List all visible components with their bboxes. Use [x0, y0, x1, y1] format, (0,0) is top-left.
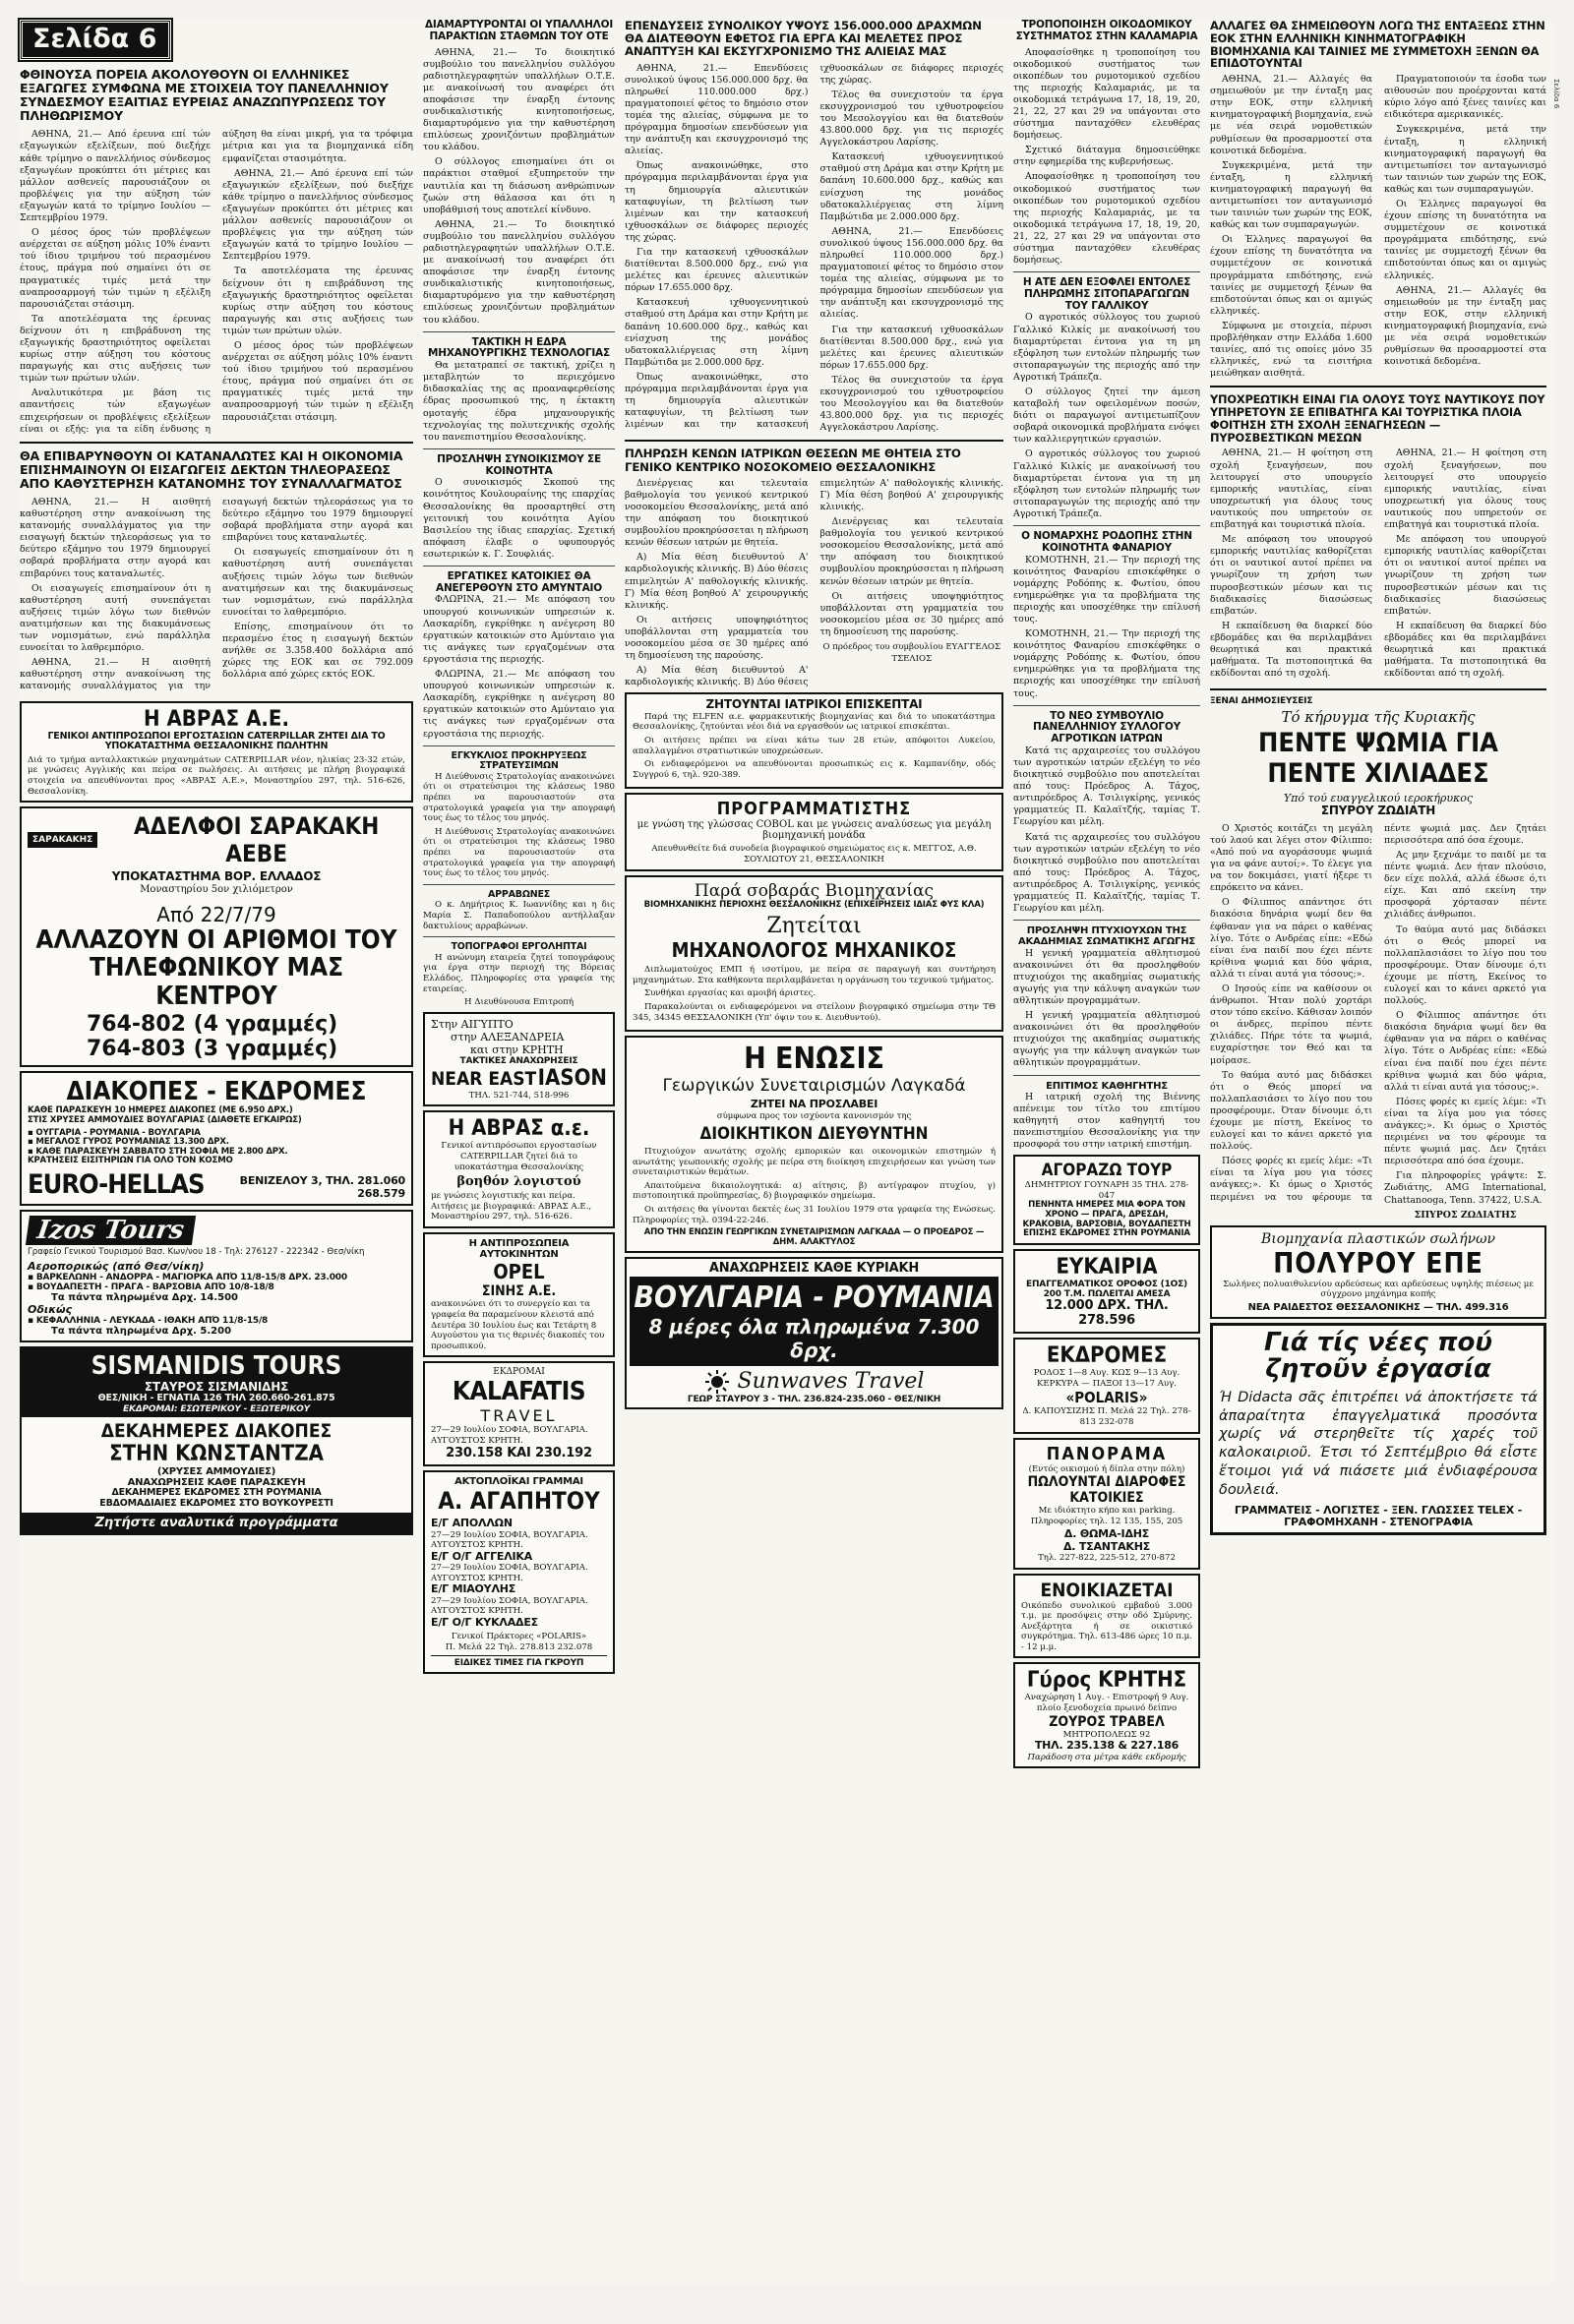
paragraph: Διενέργειας και τελευταία βαθμολογία του γενικού κεντρικού νοσοκομείου Θεσσαλονίκης, μετά από την απόφαση του διοικητικού συμβουλίου προκηρύσσεται η πλήρωση κενών θέσεων ιατρών με θητεία.	[625, 477, 809, 549]
paragraph: Πραγματοποιούν τα έσοδα των αιθουσών που προέρχονται κατά κύριο λόγο από ξένες ταινίες και ειδικότερα αμερικανικές.	[1384, 74, 1546, 121]
paragraph: Όπως ανακοινώθηκε, στο πρόγραμμα περιλαμβάνονται έργα για τη δημιουργία αλιευτικών καταφυγίων, τη βελτίωση των λιμένων και την κατασκευή ιχθυοσκάλων σε διάφορες περιοχές της χώρας.	[625, 62, 1003, 431]
signature: ΣΠΥΡΟΣ ΖΩΔΙΑΤΗΣ	[1414, 1209, 1517, 1221]
paragraph: Ο αγροτικός σύλλογος του χωριού Γαλλικό Κιλκίς με ανακοίνωσή του διαμαρτύρεται έντονα για τη μη εξόφληση των εντολών πληρωμής των σιτοπαραγωγών της περιοχής από την Αγροτική Τράπεζα.	[1013, 312, 1200, 383]
ad-abras-2	[423, 1110, 615, 1228]
paragraph: Για την κατασκευή ιχθυοσκάλων διατίθενται 8.500.000 δρχ., ενώ για μελέτες και έρευνες αλιευτικών πόρων 17.655.000 δρχ.	[819, 324, 1003, 371]
ad-body: με γνώση της γλώσσας COBOL και με γνώσεις αναλύσεως για μεγάλη βιομηχανική μονάδα	[636, 819, 992, 842]
ad-body: Διά το τμήμα ανταλλακτικών μηχανημάτων CATERPILLAR νέον, ηλικίας 23-32 ετών, με γνώσεις Αγγλικής και πείρα σε πωλήσεις. Αι αιτήσεις με πλήρη βιογραφικά στοιχεία να απευθύνονται προς «ΑΒΡΑΣ Α.Ε.», Μοναστηρίου 297, τηλ. 516-626, Θεσσαλονίκη.	[28, 754, 405, 797]
ad-panorama	[1013, 1438, 1200, 1570]
ad-body: Με ιδιόκτητο κήπο και parking. Πληροφορίες τηλ. 12 135, 155, 205	[1030, 1506, 1183, 1526]
paragraph: Η εκπαίδευση θα διαρκεί δύο εβδομάδες και θα περιλαμβάνει θεωρητικά και πρακτικά μαθήματα. Τα πιστοποιητικά θα εκδίδονται από τη σχολή.	[1384, 620, 1546, 680]
ad-line: ΚΑΘΕ ΠΑΡΑΣΚΕΥΗ 10 ΗΜΕΡΕΣ ΔΙΑΚΟΠΕΣ (ΜΕ 6.950 ΔΡΧ.)	[28, 1105, 293, 1116]
ship-name: Ε/Γ Ο/Γ ΚΥΚΛΑΔΕΣ	[431, 1615, 538, 1629]
ad-address: Δ. ΚΑΠΟΥΣΙΖΗΣ Π. Μελά 22 Τηλ. 278-813 232-078	[1022, 1406, 1191, 1427]
sarakakis-logo: ΣΑΡΑΚΑΚΗΣ	[28, 832, 97, 848]
phone-number: 230.158 ΚΑΙ 230.192	[446, 1445, 592, 1460]
paragraph: Το θαύμα αυτό μας διδάσκει ότι ο Θεός μπορεί να πολλαπλασιάσει το λίγο που του προσφέρουμε. Όταν δίνουμε ό,τι έχουμε με πίστη, Εκείνος το ευλογεί και το κάνει αρκετό για πολλούς.	[1210, 1069, 1372, 1153]
ad-line: ΖΗΤΕΙ ΝΑ ΠΡΟΣΛΑΒΕΙ	[750, 1098, 878, 1111]
paragraph: Θα μετατραπεί σε τακτική, χρίζει η μεταβλητών το περιεχόμενο διδασκαλίας της ας προαναφερθείσης έδρας προσωπικού της, η έκτακτη ομοταγής έδρα μηχανουργικής τεχνολογίας της πολυτεχνικής σχολής του πανεπιστημίου Θεσσαλονίκης.	[423, 360, 615, 443]
ad-title: ΠΑΝΟΡΑΜΑ	[1046, 1443, 1168, 1464]
article-kicker: Τό κήρυγμα τῆς Κυριακῆς	[1281, 708, 1476, 727]
paragraph: ΑΘΗΝΑ, 21.— Από έρευνα επί τών εξαγωγικών εξελίξεων, πού διεξήχε κάθε τρίμηνο ο πανελλήνιος σύνδεσμος εξαγωγέων προκύπτει ότι μέτριες και μάλλον ασθενείς παρουσιάζουν οι προβλέψεις για την αύξηση τών εξαγωγών κατά το τρίμηνο Ιουλίου — Σεπτεμβρίου 1979.	[222, 167, 413, 263]
article-body	[1210, 74, 1546, 380]
article-body	[423, 360, 615, 444]
ad-address: ΝΕΑ ΡΑΙΔΕΣΤΟΣ ΘΕΣΣΑΛΟΝΙΚΗΣ — ΤΗΛ. 499.316	[1247, 1301, 1509, 1313]
article-body	[423, 953, 615, 994]
paragraph: Οι αιτήσεις υποψηφιότητος υποβάλλονται στη γραμματεία του νοσοκομείου μέσα σε 30 ημέρες από τη δημοσίευση της παρούσης.	[625, 614, 809, 662]
paragraph: Τα αποτελέσματα της έρευνας δείχνουν ότι η επιβράδυνση της εξαγωγικής δραστηριότητος οφείλεται κυρίως στην αύξηση του κόστους παραγωγής και στις αυξήσεις των τιμών των πρώτων υλών.	[20, 313, 211, 385]
paragraph: Αποφασίσθηκε η τροποποίηση του οικοδομικού συστήματος των οικοπέδων του ρυμοτομικού σχεδίου της περιοχής Καλαμαριάς, με τα οικοδομικά τετράγωνα 17, 18, 19, 20, 21, 22, 27 και 29 να υπάγονται στο σύστημα πανταχόθεν ελευθέρας δομήσεως.	[1013, 46, 1200, 142]
ad-subtitle: ΑΝΑΧΩΡΗΣΕΙΣ ΚΑΘΕ ΚΥΡΙΑΚΗ	[708, 1261, 920, 1277]
ad-headline: ΑΛΛΑΖΟΥΝ ΟΙ ΑΡΙΘΜΟΙ ΤΟΥ ΤΗΛΕΦΩΝΙΚΟΥ ΜΑΣ ΚΕΝΤΡΟΥ	[35, 924, 397, 1011]
ad-footer: Ζητήστε αναλυτικά προγράμματα	[22, 1513, 411, 1533]
ad-title: ΔΙΑΚΟΠΕΣ - ΕΚΔΡΟΜΕΣ	[66, 1077, 367, 1107]
paragraph: Η γενική γραμματεία αθλητισμού ανακοινώνει ότι θα προσληφθούν πτυχιούχοι της ακαδημίας σωματικής αγωγής για την κάλυψη αναγκών των αθλητικών προγραμμάτων.	[1013, 1010, 1200, 1069]
ad-line: ▪ ΟΥΓΓΑΡΙΑ - ΡΟΥΜΑΝΙΑ - ΒΟΥΛΓΑΡΙΑ	[28, 1127, 201, 1138]
paragraph: Οι ενδιαφερόμενοι να απευθύνονται προσωπικώς εις κ. Καμπανίδην, οδός Συγγρού 6, τηλ. 920-389.	[633, 759, 996, 780]
sun-icon	[704, 1369, 730, 1395]
ad-brand: NEAR EAST	[431, 1067, 537, 1090]
ad-title: ΣΙΝΗΣ Α.Ε.	[481, 1283, 557, 1300]
paragraph: Με απόφαση του υπουργού εμπορικής ναυτιλίας καθορίζεται ότι οι ναυτικοί αυτοί πρέπει να γνωρίζουν τη χρήση των πυροσβεστικών μέσων και τις διαδικασίες διασώσεως επιβατών.	[1210, 534, 1372, 617]
paragraph: ΚΟΜΟΤΗΝΗ, 21.— Την περιοχή της κοινότητος Φαναρίου επισκέφθηκε ο νομάρχης Ροδόπης κ. Φωτίου, όπου ενημερώθηκε για τα προβλήματα της περιοχής και υποσχέθηκε την επίλυσή τους.	[1013, 554, 1200, 625]
ad-section: Αεροπορικώς (από Θεσ/νίκη)	[28, 1259, 205, 1273]
article-title: ΥΠΟΧΡΕΩΤΙΚΗ ΕΙΝΑΙ ΓΙΑ ΟΛΟΥΣ ΤΟΥΣ ΝΑΥΤΙΚΟΥΣ ΠΟΥ ΥΠΗΡΕΤΟΥΝ ΣΕ ΕΠΙΒΑΤΗΓΑ ΚΑΙ ΤΟΥΡΙΣΤΙΚΑ ΠΛΟΙΑ ΦΟΙΤΗΣΗ ΣΤΗ ΣΧΟΛΗ ΞΕΝΑΓΗΣΕΩΝ — ΠΥΡΟΣΒΕΣΤΙΚΩΝ ΜΕΣΩΝ	[1210, 392, 1545, 445]
ad-price: 12.000 ΔΡΧ. ΤΗΛ. 278.596	[1045, 1298, 1169, 1328]
paragraph: Κατασκευή ιχθυογεννητικού σταθμού στη Δράμα και στην Κρήτη με δαπάνη 10.600.000 δρχ., καθώς και ενίσχυση της μονάδος υδατοκαλλιέργειας στη λίμνη Παμβώτιδα με 2.000.000 δρχ.	[625, 297, 809, 368]
article-body	[1013, 47, 1200, 268]
ad-footer: Παράδοση στα μέτρα κάθε εκδρομής	[1027, 1752, 1186, 1762]
paragraph: ΑΘΗΝΑ, 21.— Επενδύσεις συνολικού ύψους 156.000.000 δρχ. θα πληρωθεί 110.000.000 δρχ.) πραγματοποιεί φέτος το δημόσιο στον τομέα της αλιείας, σύμφωνα με το πρόγραμμα δημοσίων επενδύσεων για την ανάπτυξη και εκσυγχρονισμό της αλιείας.	[625, 62, 809, 157]
ad-agapitou	[423, 1470, 615, 1674]
ad-body: Αναχώρηση 1 Αυγ. - Επιστροφή 9 Αυγ. πλοίο ξενοδοχεία πρωινό δείπνο	[1024, 1693, 1189, 1714]
ad-ekdromes-polaris	[1013, 1338, 1200, 1433]
column-4	[1013, 20, 1200, 1772]
ad-near-east	[423, 1012, 615, 1107]
page-label: Σελίδα 6	[20, 20, 171, 60]
paragraph: Για πληροφορίες γράψτε: Σ. Ζωδιάτης, ΑΜG International, Chattanooga, Tenn. 37422, U.S.A.	[1384, 1170, 1546, 1206]
ad-brand: Sunwaves Travel	[737, 1369, 925, 1395]
paragraph: ΦΛΩΡΙΝΑ, 21.— Με απόφαση του υπουργού κοινωνικών υπηρεσιών κ. Λασκαρίδη, εγκρίθηκε η ανέγερση 80 εργατικών κατοικιών στο Αμύνταιο για τις ανάγκες των εργαζομένων στα εργοστάσια της περιοχής.	[423, 594, 615, 665]
ad-title: Γύρος ΚΡΗΤΗΣ	[1026, 1668, 1187, 1694]
ad-title: ΖΗΤΟΥΝΤΑΙ ΙΑΤΡΙΚΟΙ ΕΠΙΣΚΕΠΤΑΙ	[705, 697, 923, 712]
signature: Η Διευθύνουσα Επιτροπή	[464, 997, 574, 1008]
article-body	[423, 772, 615, 879]
paragraph: Τέλος θα συνεχιστούν τα έργα εκσυγχρονισμού του ιχθυοτροφείου του Μεσολογγίου και θα διατεθούν 43.800.000 δρχ. για τις περιοχές Αγγελοκάστρου Λαρίσης.	[819, 89, 1003, 149]
paragraph: Συγκεκριμένα, μετά την ένταξη, η ελληνική κινηματογραφική παραγωγή θα αντιμετωπίσει τον ανταγωνισμό των ταινιών των χωρών της ΕΟΚ, καθώς και των συμπαραγωγών.	[1210, 159, 1372, 231]
paragraph: Α) Μία θέση διευθυντού Α' καρδιολογικής κλινικής. Β) Δύο θέσεις επιμελητών Α' παθολογικής κλινικής. Γ) Μία θέση βοηθού Α' χειρουργικής κλινικής.	[625, 552, 809, 611]
ad-subtitle: ΣΤΑΥΡΟΣ ΣΙΣΜΑΝΙΔΗΣ	[144, 1379, 289, 1394]
ad-body: 27—29 Ιουλίου ΣΟΦΙΑ, ΒΟΥΛΓΑΡΙΑ. ΑΥΓΟΥΣΤΟΣ ΚΡΗΤΗ.	[431, 1529, 588, 1551]
article-body	[20, 497, 413, 693]
ad-line: ΔΕΚΑΗΜΕΡΕΣ ΕΚΔΡΟΜΕΣ ΣΤΗ ΡΟΥΜΑΝΙΑ	[111, 1487, 322, 1499]
paragraph: Συνθήκαι εργασίας και αμοιβή άριστες.	[644, 988, 817, 999]
article-title: ΑΡΡΑΒΩΝΕΣ	[487, 888, 551, 900]
paragraph: ΑΘΗΝΑ, 21.— Η αισθητή καθυστέρηση στην ανακοίνωση της κατανομής συναλλάγματος για την εισαγωγή δεκτών τηλεοράσεως για το δεύτερο εξάμηνο του 1979 δημιουργεί σοβαρά προβλήματα στην αγορά και επιβαρύνει τους καταναλωτές.	[20, 497, 413, 692]
signature: Ο πρόεδρος του συμβουλίου ΕΥΑΓΓΕΛΟΣ ΤΣΕΛΙΟΣ	[822, 642, 1001, 665]
paragraph: Παρά της ELFEN α.ε. φαρμακευτικής βιομηχανίας και διά το υποκατάστημα Θεσσαλονίκης, ζητούνται νέοι διά να εργασθούν ως ιατρικοί επισκέπται.	[633, 711, 996, 733]
ad-title: Η ΑΒΡΑΣ α.ε.	[448, 1116, 590, 1142]
ad-line: ΤΑΚΤΙΚΕΣ ΑΝΑΧΩΡΗΣΕΙΣ	[459, 1055, 578, 1066]
paragraph: Ο σύλλογος ζητεί την άμεση καταβολή των οφειλομένων ποσών, διότι οι παραγωγοί αντιμετωπίζουν σοβαρά οικονομικά προβλήματα ενόψει των καλλιεργητικών εργασιών.	[1013, 387, 1200, 446]
phone-number: 268.579	[357, 1186, 405, 1200]
ad-body: Ή Didacta σᾶς ἐπιτρέπει νά ἀποκτήσετε τά ἀπαραίτητα ἐπαγγελματικά προσόντα χωρίς νά στερηθεῖτε τίς χαρές τοῦ καλοκαιριοῦ. Έτσι τό Σεπτέμβριο θά εἶστε ἕτοιμοι γιά νά πιάσετε μιά ἐνδιαφέρουσα δουλειά.	[1219, 1389, 1538, 1498]
ad-headline: ΔΕΚΑΗΜΕΡΕΣ ΔΙΑΚΟΠΕΣ	[100, 1420, 333, 1443]
ad-didacta	[1210, 1323, 1546, 1535]
article-body	[423, 477, 615, 561]
article-body	[423, 47, 615, 327]
ad-brand: OPEL	[493, 1260, 545, 1284]
paragraph: Οι αιτήσεις υποψηφιότητος υποβάλλονται στη γραμματεία του νοσοκομείου μέσα σε 30 ημέρες από τη δημοσίευση της παρούσης.	[819, 590, 1003, 637]
ad-line: ▪ ΒΟΥΔΑΠΕΣΤΗ - ΠΡΑΓΑ - ΒΑΡΣΟΒΙΑ ΑΠΌ 10/8-18/8	[28, 1281, 274, 1292]
paragraph: Τα αποτελέσματα της έρευνας δείχνουν ότι η επιβράδυνση της εξαγωγικής δραστηριότητος οφείλεται κυρίως στην αύξηση του κόστους παραγωγής και στις αυξήσεις των τιμών των πρώτων υλών.	[222, 266, 413, 336]
ad-headline: ΒΟΥΛΓΑΡΙΑ - ΡΟΥΜΑΝΙΑ	[634, 1280, 995, 1315]
ad-line: ▪ ΚΕΦΑΛΛΗΝΙΑ - ΛΕΥΚΑΔΑ - ΙΘΑΚΗ ΑΠΌ 11/8-15/8	[28, 1315, 269, 1326]
phone-number: Τηλ. 227-822, 225-512, 270-872	[1038, 1552, 1176, 1563]
paragraph: Σύμφωνα με στοιχεία, πέρυσι προβλήθηκαν στην Ελλάδα 1.600 ταινίες, από τις οποίες μόνο 35 ελληνικές, ενώ τα εισιτήρια μειώθηκαν αισθητά.	[1210, 320, 1372, 380]
ad-brand: Δ. ΤΣΑΝΤΑΚΗΣ	[1062, 1539, 1151, 1553]
ad-title: ΠΡΟΓΡΑΜΜΑΤΙΣΤΗΣ	[716, 799, 912, 820]
column-5	[1210, 20, 1546, 1539]
article-body	[625, 63, 1003, 435]
ad-body: ΠΕΝΗΝΤΑ ΗΜΕΡΕΣ ΜΙΑ ΦΟΡΑ ΤΟΝ ΧΡΟΝΟ — ΠΡΑΓΑ, ΔΡΕΣΔΗ, ΚΡΑΚΟΒΙΑ, ΒΑΡΣΟΒΙΑ, ΒΟΥΔΑΠΕΣΤΗ	[1022, 1200, 1191, 1229]
ad-subtitle: Γεωργικών Συνεταιρισμών Λαγκαδά	[662, 1076, 966, 1097]
article-title: ΕΓΚΥΚΛΙΟΣ ΠΡΟΚΗΡΥΞΕΩΣ ΣΤΡΑΤΕΥΣΙΜΩΝ	[451, 749, 587, 772]
article-body	[1013, 555, 1200, 700]
ad-subtitle: 8 μέρες όλα πληρωμένα 7.300 δρχ.	[648, 1314, 980, 1362]
phone-number: 764-802 (4 γραμμές)	[87, 1012, 338, 1038]
article-body	[1210, 447, 1546, 683]
paragraph: Κατά τις αρχαιρεσίες του συλλόγου των αγροτικών ιατρών εξελέγη το νέο διοικητικό συμβούλιο που αποτελείται από τους: Πρόεδρος Α. Τάχος, αντιπρόεδρος Α. Τσιλιγκίρης, γενικός γραμματεύς Π. Καλαϊτζής, ταμίας Τ. Γεωργίου και μέλη.	[1013, 745, 1200, 828]
izos-logo: Izos Tours	[26, 1216, 196, 1245]
ad-body: 27—29 Ιουλίου ΣΟΦΙΑ, ΒΟΥΛΓΑΡΙΑ. ΑΥΓΟΥΣΤΟΣ ΚΡΗΤΗ.	[431, 1563, 588, 1583]
ad-headline: ΣΤΗΝ ΚΩΝΣΤΑΝΤΖΑ	[109, 1442, 324, 1467]
article-title: ΑΛΛΑΓΕΣ ΘΑ ΣΗΜΕΙΩΘΟΥΝ ΛΟΓΩ ΤΗΣ ΕΝΤΑΞΕΩΣ ΣΤΗΝ ΕΟΚ ΣΤΗΝ ΕΛΛΗΝΙΚΗ ΚΙΝΗΜΑΤΟΓΡΑΦΙΚΗ ΒΙΟΜΗΧΑΝΙΑ ΚΑΙ ΤΑΙΝΙΕΣ ΜΕ ΣΥΜΜΕΤΟΧΗ ΞΕΝΩΝ ΘΑ ΕΠΙΔΟΤΟΥΝΤΑΙ	[1210, 19, 1545, 71]
paragraph: Η ιατρική σχολή της Βιέννης απένειμε τον τίτλο του επιτίμου καθηγητή στον καθηγητή του πανεπιστημίου Θεσσαλονίκης για την προσφορά του στην ιατρική επιστήμη.	[1013, 1091, 1200, 1151]
ad-body: με γνώσεις λογιστικής και πείρα. Αιτήσεις με βιογραφικά: ΑΒΡΑΣ Α.Ε., Μοναστηρίου 297, τηλ. 516-626.	[431, 1191, 592, 1222]
paragraph: Διενέργειας και τελευταία βαθμολογία του γενικού κεντρικού νοσοκομείου Θεσσαλονίκης, μετά από την απόφαση του διοικητικού συμβουλίου προκηρύσσεται η πλήρωση κενών θέσεων ιατρών με θητεία.	[819, 516, 1003, 587]
paragraph: Πτυχιούχον ανωτάτης σχολής εμπορικών και οικονομικών επιστημών ή ανωτάτης γεωπονικής σχολής με πείρα στη διοίκηση επιχειρήσεων και γνώση των συνεταιριστικών θεμάτων.	[633, 1147, 996, 1178]
ad-title: ΕΝΟΙΚΙΑΖΕΤΑΙ	[1040, 1579, 1174, 1601]
ad-address: ΔΗΜΗΤΡΙΟΥ ΓΟΥΝΑΡΗ 35 ΤΗΛ. 278-047	[1024, 1180, 1189, 1201]
newspaper-page	[20, 19, 1560, 2285]
ad-address: Π. Μελά 22 Τηλ. 278.813 232.078	[445, 1641, 593, 1652]
column-1	[20, 20, 413, 1539]
paragraph: Κατά τις αρχαιρεσίες του συλλόγου των αγροτικών ιατρών εξελέγη το νέο διοικητικό συμβούλιο που αποτελείται από τους: Πρόεδρος Α. Τάχος, αντιπρόεδρος Α. Τσιλιγκίρης, γενικός γραμματεύς Π. Καλαϊτζής, ταμίας Τ. Γεωργίου και μέλη.	[1013, 831, 1200, 915]
ad-body: 27—29 Ιουλίου ΣΟΦΙΑ, ΒΟΥΛΓΑΡΙΑ. ΑΥΓΟΥΣΤΟΣ ΚΡΗΤΗ.	[431, 1595, 588, 1617]
ad-line: (ΧΡΥΣΕΣ ΑΜΜΟΥΔΙΕΣ)	[156, 1466, 276, 1478]
ad-body: 27—29 Ιουλίου ΣΟΦΙΑ, ΒΟΥΛΓΑΡΙΑ. ΑΥΓΟΥΣΤΟΣ ΚΡΗΤΗ.	[431, 1425, 588, 1446]
ad-headline: Γιά τίς νέες πού ζητοῦν ἐργασία	[1264, 1328, 1492, 1385]
paragraph: Κατασκευή ιχθυογεννητικού σταθμού στη Δράμα και στην Κρήτη με δαπάνη 10.600.000 δρχ., καθώς και ενίσχυση της μονάδος υδατοκαλλιέργειας στη λίμνη Παμβώτιδα με 2.000.000 δρχ.	[819, 151, 1003, 222]
paragraph: ΑΘΗΝΑ, 21.— Το διοικητικό συμβούλιο του πανελληνίου συλλόγου ραδιοτηλεγραφητών υπαλλήλων Ο.Τ.Ε. με ανακοίνωσή του αναφέρει ότι αποφάσισε την έναρξη έντονης συνδικαλιστικής κινητοποιήσεως, διαμαρτυρόμενο για την καθυστέρηση επιλύσεως χρονιζόντων προβλημάτων του κλάδου.	[423, 46, 615, 153]
paragraph: Όπως ανακοινώθηκε, στο πρόγραμμα περιλαμβάνονται έργα για τη δημιουργία αλιευτικών καταφυγίων, τη βελτίωση των λιμένων και την κατασκευή ιχθυοσκάλων σε διάφορες περιοχές της χώρας.	[625, 160, 809, 243]
ad-diakopes	[20, 1071, 413, 1206]
ad-title: ΑΓΟΡΑΖΩ ΤΟΥΡ	[1041, 1161, 1173, 1181]
ad-body: Οικόπεδο συνολικού εμβαδού 3.000 τ.μ. με προσόψεις στην οδό Σμύρνης. Ανεξάρτητα ή σε οικιστικό συγκρότημα. Τηλ. 613-486 ώρες 10 π.μ. - 12 μ.μ.	[1021, 1600, 1192, 1652]
paragraph: Ο σύλλογος επισημαίνει ότι οι παράκτιοι σταθμοί εξυπηρετούν την ναυτιλία και τη διάσωση ανθρώπινων ζωών στη θάλασσα και ότι η υποβάθμισή τους αποτελεί κίνδυνο.	[423, 156, 615, 215]
article-title: ΕΠΕΝΔΥΣΕΙΣ ΣΥΝΟΛΙΚΟΥ ΥΨΟΥΣ 156.000.000 ΔΡΑΧΜΩΝ ΘΑ ΔΙΑΤΕΘΟΥΝ ΕΦΕΤΟΣ ΓΙΑ ΕΡΓΑ ΚΑΙ ΜΕΛΕΤΕΣ ΠΡΟΣ ΑΝΑΠΤΥΞΗ ΚΑΙ ΕΚΣΥΓΧΡΟΝΙΣΜΟ ΤΗΣ ΑΛΙΕΙΑΣ ΜΑΣ	[625, 19, 982, 59]
ad-eukairia	[1013, 1249, 1200, 1334]
paragraph: Αποφασίσθηκε η τροποποίηση του οικοδομικού συστήματος των οικοπέδων του ρυμοτομικού σχεδίου της περιοχής Καλαμαριάς, με τα οικοδομικά τετράγωνα 17, 18, 19, 20, 21, 22, 27 και 29 να υπάγονται στο σύστημα πανταχόθεν ελευθέρας δομήσεως.	[1013, 171, 1200, 267]
byline: Υπό τού ευαγγελικού ιεροκήρυκος	[1283, 792, 1474, 805]
ad-subtitle: TRAVEL	[480, 1406, 558, 1426]
paragraph: Οι Έλληνες παραγωγοί θα έχουν επίσης τη δυνατότητα να συμμετέχουν σε κοινοτικά προγράμματα επιδότησης, ενώ ταινίες με συμμετοχή ξένων θα επιδοτούνται όπως και οι αμιγώς ελληνικές.	[1384, 199, 1546, 281]
ad-body: Απευθυνθείτε διά συνοδεία βιογραφικού σημειώματος εις κ. ΜΕΓΓΟΣ, Α.Θ. ΣΟΥΛΙΩΤΟΥ 21, ΘΕΣΣΑΛΟΝΙΚΗ	[651, 844, 977, 865]
ad-enosis-lagada	[625, 1036, 1003, 1253]
paragraph: Ο συνοικισμός Σκοπού της κοινότητος Κουλουραίνης της επαρχίας Θεσσαλονίκης θα προσαρτηθεί στη γειτονική του κοινότητα Αγίου Βασιλείου της ίδιας επαρχίας. Σχετική απόφαση έλαβε ο υφυπουργός εσωτερικών κ. Γ. Σουφλιάς.	[423, 477, 615, 560]
ad-address: ΘΕΣ/ΝΙΚΗ - ΕΓΝΑΤΙΑ 126 ΤΗΛ 260.660-261.875	[97, 1393, 335, 1404]
paragraph: ΑΘΗΝΑ, 21.— Από έρευνα επί τών εξαγωγικών εξελίξεων, πού διεξήχε κάθε τρίμηνο ο πανελλήνιος σύνδεσμος εξαγωγέων προκύπτει ότι μέτριες και μάλλον ασθενείς παρουσιάζουν οι προβλέψεις για την αύξηση τών εξαγωγών κατά το τρίμηνο Ιουλίου — Σεπτεμβρίου 1979.	[20, 129, 211, 224]
paragraph: Ο αγροτικός σύλλογος του χωριού Γαλλικό Κιλκίς με ανακοίνωσή του διαμαρτύρεται έντονα για τη μη εξόφληση των εντολών πληρωμής των σιτοπαραγωγών της περιοχής από την Αγροτική Τράπεζα.	[1013, 448, 1200, 519]
phone-number: 764-803 (3 γραμμές)	[87, 1037, 338, 1062]
ad-address: ΜΗΤΡΟΠΟΛΕΩΣ 92	[1062, 1729, 1151, 1740]
section-label: ΞΕΝΑΙ ΔΗΜΟΣΙΕΥΣΕΙΣ	[1210, 696, 1313, 707]
ad-headline: ΜΗΧΑΝΟΛΟΓΟΣ ΜΗΧΑΝΙΚΟΣ	[671, 938, 957, 963]
ad-footer: ΕΙΔΙΚΕΣ ΤΙΜΕΣ ΓΙΑ ΓΚΡΟΥΠ	[431, 1655, 607, 1668]
article-title: Η ΑΤΕ ΔΕΝ ΕΞΟΦΛΕΙ ΕΝΤΟΛΕΣ ΠΛΗΡΩΜΗΣ ΣΙΤΟΠΑΡΑΓΩΓΩΝ ΤΟΥ ΓΑΛΛΙΚΟΥ	[1022, 276, 1191, 312]
paragraph: Η εκπαίδευση θα διαρκεί δύο εβδομάδες και θα περιλαμβάνει θεωρητικά και πρακτικά μαθήματα. Τα πιστοποιητικά θα εκδίδονται από τη σχολή.	[1210, 620, 1372, 680]
paragraph: Οι εισαγωγείς επισημαίνουν ότι η καθυστέρηση αυτή συνεπάγεται αυξήσεις τιμών λόγω των διεθνών ανατιμήσεων και της διακυμάνσεως των νομισμάτων, ενώ παράλληλα ευνοείται το λαθρεμπόριο.	[20, 582, 211, 654]
paragraph: Για την κατασκευή ιχθυοσκάλων διατίθενται 8.500.000 δρχ., ενώ για μελέτες και έρευνες αλιευτικών πόρων 17.655.000 δρχ.	[625, 247, 809, 294]
paragraph: ΚΟΜΟΤΗΝΗ, 21.— Την περιοχή της κοινότητος Φαναρίου επισκέφθηκε ο νομάρχης Ροδόπης κ. Φωτίου, όπου ενημερώθηκε για τα προβλήματα της περιοχής και υποσχέθηκε την επίλυσή τους.	[1013, 628, 1200, 699]
article-body	[1013, 312, 1200, 520]
article-body	[1013, 745, 1200, 915]
ad-line: σύμφωνα προς τον ισχύοντα κανονισμόν της	[716, 1110, 912, 1121]
paragraph: Ας μην ξεχνάμε το παιδί με τα πέντε ψωμιά. Δεν ήταν πλούσιο, δεν είχε πολλά, αλλά έδωσε ό,τι είχε. Και από εκείνη την προσφορά χόρτασαν πέντε χιλιάδες άνθρωποι.	[1384, 849, 1546, 921]
paragraph: Η Διεύθυνσις Στρατολογίας ανακοινώνει ότι οι στρατεύσιμοι της κλάσεως 1980 πρέπει να παρουσιαστούν στα στρατολογικά γραφεία για την απογραφή τους έως το τέλος του μηνός.	[423, 826, 615, 879]
ad-enoikiazetai	[1013, 1574, 1200, 1659]
paragraph: Ο Ιησούς είπε να καθίσουν οι άνθρωποι. Ήταν πολύ χορτάρι στον τόπο εκείνο. Κάθισαν λοιπόν οι άνδρες, περίπου πέντε χιλιάδες. Πήρε τότε τα ψωμιά, ευχαρίστησε τον Θεό και τα μοίρασε.	[1210, 983, 1372, 1066]
signature: ΑΠΟ ΤΗΝ ΕΝΩΣΙΝ ΓΕΩΡΓΙΚΩΝ ΣΥΝΕΤΑΙΡΙΣΜΩΝ ΛΑΓΚΑΔΑ — Ο ΠΡΟΕΔΡΟΣ — ΔΗΜ. ΑΛΑΚΤΥΛΟΣ	[643, 1227, 985, 1247]
paragraph: ΑΘΗΝΑ, 21.— Η φοίτηση στη σχολή ξεναγήσεων, που λειτουργεί στο υπουργείο εμπορικής ναυτιλίας, είναι υποχρεωτική για όλους τους ναυτικούς που υπηρετούν σε επιβατηγά και τουριστικά πλοία.	[1384, 447, 1546, 531]
ad-tagline: ΕΚΔΡΟΜΑΙ: ΕΣΩΤΕΡΙΚΟΥ - ΕΞΩΤΕΡΙΚΟΥ	[123, 1403, 310, 1414]
ad-sarakakis	[20, 806, 413, 1067]
article-title: ΦΘΙΝΟΥΣΑ ΠΟΡΕΙΑ ΑΚΟΛΟΥΘΟΥΝ ΟΙ ΕΛΛΗΝΙΚΕΣ ΕΞΑΓΩΓΕΣ ΣΥΜΦΩΝΑ ΜΕ ΣΤΟΙΧΕΙΑ ΤΟΥ ΠΑΝΕΛΛΗΝΙΟΥ ΣΥΝΔΕΣΜΟΥ ΕΞΑΙΤΙΑΣ ΕΥΡΕΙΑΣ ΑΝΑΖΩΠΥΡΩΣΕΩΣ ΤΟΥ ΠΛΗΘΩΡΙΣΜΟΥ	[20, 67, 389, 124]
ad-address: ΓΕΩΡ ΣΤΑΥΡΟΥ 3 - ΤΗΛ. 236.824-235.060 - ΘΕΣ/ΝΙΚΗ	[687, 1394, 941, 1404]
ad-line: και στην ΚΡΗΤΗ	[470, 1043, 564, 1056]
ad-abras	[20, 701, 413, 804]
ship-name: Ε/Γ ΑΠΟΛΛΩΝ	[431, 1517, 513, 1530]
paragraph: Η Διεύθυνσις Στρατολογίας ανακοινώνει ότι οι στρατεύσιμοι της κλάσεως 1980 πρέπει να παρουσιαστούν στα στρατολογικά γραφεία για την απογραφή τους έως το τέλος του μηνός.	[423, 771, 615, 824]
ad-agorazo-tour	[1013, 1155, 1200, 1245]
paragraph: Διπλωματούχος ΕΜΠ ή ισοτίμου, με πείρα σε παραγωγή και συντήρηση μηχανημάτων. Στα καθήκοντα περιλαμβάνεται η οργάνωση του τεχνικού τμήματος.	[633, 965, 996, 985]
margin-strip	[1552, 79, 1574, 2242]
ad-subtitle: ΒΙΟΜΗΧΑΝΙΚΗΣ ΠΕΡΙΟΧΗΣ ΘΕΣΣΑΛΟΝΙΚΗΣ (ΕΠΙΧΕΙΡΗΣΕΙΣ ΙΔΙΑΣ ΦΥΣ ΚΛΑ)	[643, 899, 985, 910]
paragraph: ΑΘΗΝΑ, 21.— Αλλαγές θα σημειωθούν με την ένταξη μας στην ΕΟΚ, στην ελληνική κινηματογραφική βιομηχανία, ενώ με νέα σειρά νομοθετικών ρυθμίσεων θα προσαρμοστεί στα κοινοτικά δεδομένα.	[1384, 284, 1546, 368]
ad-line: Γενικοί Πράκτορες «POLARIS»	[451, 1632, 587, 1642]
ad-line: ΣΤΙΣ ΧΡΥΣΕΣ ΑΜΜΟΥΔΙΕΣ ΒΟΥΛΓΑΡΙΑΣ (ΔΙΑΘΕΤΕ ΕΓΚΑΙΡΩΣ)	[28, 1114, 302, 1125]
paragraph: Σχετικό διάταγμα δημοσιεύθηκε στην εφημερίδα της κυβερνήσεως.	[1013, 145, 1200, 168]
ad-address: ΤΗΛ. 521-744, 518-996	[468, 1090, 570, 1101]
ad-line: ΑΝΑΧΩΡΗΣΕΙΣ ΚΑΘΕ ΠΑΡΑΣΚΕΥΗ	[127, 1477, 306, 1489]
article-title: ΘΑ ΕΠΙΒΑΡΥΝΘΟΥΝ ΟΙ ΚΑΤΑΝΑΛΩΤΕΣ ΚΑΙ Η ΟΙΚΟΝΟΜΙΑ ΕΠΙΣΗΜΑΙΝΟΥΝ ΟΙ ΕΙΣΑΓΩΓΕΙΣ ΔΕΚΤΩΝ ΤΗΛΕΟΡΑΣΕΩΣ ΑΠΟ ΚΑΘΥΣΤΕΡΗΣΗ ΚΑΤΑΝΟΜΗΣ ΤΟΥ ΣΥΝΑΛΛΑΓΜΑΤΟΣ	[20, 447, 403, 491]
ad-title: ΕΚΔΡΟΜΕΣ	[1046, 1343, 1168, 1369]
ad-polyrou	[1210, 1225, 1546, 1319]
ad-title: ΠΟΛΥΡΟΥ ΕΠΕ	[1273, 1246, 1483, 1280]
column-3	[625, 20, 1003, 1413]
ad-kalafatis	[423, 1361, 615, 1466]
article-title: ΠΡΟΣΛΗΨΗ ΠΤΥΧΙΟΥΧΩΝ ΤΗΣ ΑΚΑΔΗΜΙΑΣ ΣΩΜΑΤΙΚΗΣ ΑΓΩΓΗΣ	[1017, 925, 1196, 948]
article-title: ΤΟΠΟΓΡΑΦΟΙ ΕΡΓΟΛΗΠΤΑΙ	[451, 941, 587, 953]
ad-headline: βοηθόν λογιστού	[456, 1174, 581, 1190]
paragraph: ΦΛΩΡΙΝΑ, 21.— Με απόφαση του υπουργού κοινωνικών υπηρεσιών κ. Λασκαρίδη, εγκρίθηκε η ανέγερση 80 εργατικών κατοικιών στο Αμύνταιο για τις ανάγκες των εργαζομένων στα εργοστάσια της περιοχής.	[423, 669, 615, 740]
article-title: ΤΡΟΠΟΠΟΙΗΣΗ ΟΙΚΟΔΟΜΙΚΟΥ ΣΥΣΤΗΜΑΤΟΣ ΣΤΗΝ ΚΑΛΑΜΑΡΙΑ	[1015, 19, 1198, 42]
ad-title: ΕΥΚΑΙΡΙΑ	[1056, 1254, 1158, 1280]
ad-brand: Α. ΑΓΑΠΗΤΟΥ	[438, 1487, 600, 1516]
paragraph: Απαιτούμενα δικαιολογητικά: α) αίτησις, β) αντίγραφον πτυχίου, γ) πιστοποιητικά προϋπηρεσίας, δ) βιογραφικόν σημείωμα.	[633, 1180, 996, 1202]
ad-date: Από 22/7/79	[156, 902, 276, 926]
paragraph: Το θαύμα αυτό μας διδάσκει ότι ο Θεός μπορεί να πολλαπλασιάσει το λίγο που του προσφέρουμε. Όταν δίνουμε ό,τι έχουμε με πίστη, Εκείνος το ευλογεί και το κάνει αρκετό για πολλούς.	[1384, 924, 1546, 1007]
ad-body	[633, 712, 996, 781]
paragraph: ΑΘΗΝΑ, 21.— Η αισθητή καθυστέρηση στην ανακοίνωση της κατανομής συναλλάγματος για την εισαγωγή δεκτών τηλεοράσεως για το δεύτερο εξάμηνο του 1979 δημιουργεί σοβαρά προβλήματα στην αγορά και επιβαρύνει τους καταναλωτές.	[20, 497, 211, 579]
ad-subtitle: ΕΚΔΡΟΜΑΙ	[493, 1367, 545, 1378]
article-title: Ο ΝΟΜΑΡΧΗΣ ΡΟΔΟΠΗΣ ΣΤΗΝ ΚΟΙΝΟΤΗΤΑ ΦΑΝΑΡΙΟΥ	[1021, 530, 1192, 554]
ad-body: ΕΠΑΓΓΕΛΜΑΤΙΚΟΣ ΟΡΟΦΟΣ (1ΟΣ) 200 Τ.Μ. ΠΩΛΕΙΤΑΙ ΑΜΕΣΑ	[1026, 1279, 1187, 1299]
paragraph: Οι αιτήσεις θα γίνονται δεκτές έως 31 Ιουλίου 1979 στα γραφεία της Ενώσεως. Πληροφορίες τηλ. 0394-22-246.	[633, 1205, 996, 1225]
ad-section: Οδικώς	[28, 1302, 73, 1316]
article-body	[625, 478, 1003, 689]
ad-address: Μοναστηρίου 5ον χιλιόμετρον	[140, 883, 293, 895]
margin-page-label: Σελίδα 6	[1552, 79, 1560, 109]
ad-subtitle: ΑΚΤΟΠΛΟΪΚΑΙ ΓΡΑΜΜΑΙ	[454, 1476, 583, 1488]
ad-line: ΚΡΑΤΗΣΕΙΣ ΕΙΣΙΤΗΡΙΩΝ ΓΙΑ ΟΛΟ ΤΟΝ ΚΟΣΜΟ	[28, 1156, 233, 1166]
paragraph: ΑΘΗΝΑ, 21.— Η φοίτηση στη σχολή ξεναγήσεων, που λειτουργεί στο υπουργείο εμπορικής ναυτιλίας, είναι υποχρεωτική για όλους τους ναυτικούς που υπηρετούν σε επιβατηγά και τουριστικά πλοία.	[1210, 447, 1372, 531]
paragraph: Η ανώνυμη εταιρεία ζητεί τοπογράφους για έργα στην περιοχή της Βόρειας Ελλάδος. Πληροφορίες στα γραφεία της εταιρείας.	[423, 952, 615, 994]
ship-name: Ε/Γ ΜΙΑΟΥΛΗΣ	[431, 1582, 516, 1596]
ad-subtitle: ΓΕΝΙΚΟΙ ΑΝΤΙΠΡΟΣΩΠΟΙ ΕΡΓΟΣΤΑΣΙΩΝ CATERPILLAR ΖΗΤΕΙ ΔΙΑ ΤΟ ΥΠΟΚΑΤΑΣΤΗΜΑ ΘΕΣΣΑΛΟΝΙΚΗΣ ΠΩΛΗΤΗΝ	[47, 730, 386, 752]
paragraph: Η γενική γραμματεία αθλητισμού ανακοινώνει ότι θα προσληφθούν πτυχιούχοι της ακαδημίας σωματικής αγωγής για την κάλυψη αναγκών των αθλητικών προγραμμάτων.	[1013, 947, 1200, 1006]
ad-title: Η ΑΒΡΑΣ Α.Ε.	[144, 706, 289, 732]
ad-line: Τα πάντα πληρωμένα Δρχ. 5.200	[51, 1325, 232, 1337]
ad-address: ΒΕΝΙΖΕΛΟΥ 3, ΤΗΛ. 281.060	[239, 1174, 405, 1188]
ad-elfen	[625, 692, 1003, 789]
article-body	[1013, 1092, 1200, 1151]
ad-line: στην ΑΛΕΞΑΝΔΡΕΙΑ	[451, 1030, 565, 1043]
article-title: ΤΑΚΤΙΚΗ Η ΕΔΡΑ ΜΗΧΑΝΟΥΡΓΙΚΗΣ ΤΕΧΝΟΛΟΓΙΑΣ	[428, 335, 610, 360]
ad-brand: Δ. ΘΩΜΑ-ΙΔΗΣ	[1063, 1527, 1150, 1541]
column-2	[423, 20, 615, 1678]
paragraph: Α) Μία θέση διευθυντού Α' καρδιολογικής κλινικής. Β) Δύο θέσεις επιμελητών Α' παθολογικής κλινικής. Γ) Μία θέση βοηθού Α' χειρουργικής κλινικής.	[625, 477, 1003, 688]
ad-subtitle: Βιομηχανία πλαστικών σωλήνων	[1260, 1230, 1496, 1247]
article-body	[423, 594, 615, 740]
ad-line: Τα πάντα πληρωμένα Δρχ. 14.500	[51, 1291, 239, 1303]
article-title: ΕΠΙΤΙΜΟΣ ΚΑΘΗΓΗΤΗΣ	[1046, 1080, 1168, 1092]
ad-sismanidis	[20, 1346, 413, 1535]
article-body	[1210, 823, 1546, 1222]
ad-subtitle: Παρά σοβαράς Βιομηχανίας	[694, 880, 935, 901]
ad-body	[633, 1147, 996, 1225]
paragraph: ΑΘΗΝΑ, 21.— Αλλαγές θα σημειωθούν με την ένταξη μας στην ΕΟΚ, στην ελληνική κινηματογραφική βιομηχανία, ενώ με νέα σειρά νομοθετικών ρυθμίσεων θα προσαρμοστεί στα κοινοτικά δεδομένα.	[1210, 74, 1372, 156]
ad-mechanical-engineer	[625, 875, 1003, 1033]
ad-title: SISMANIDIS TOURS	[91, 1350, 342, 1381]
ad-body: Σωλήνες πολυαιθυλενίου αρδεύσεως και αρδεύσεως υψηλής πιέσεως με σύγχρονο μηχάνημα κοπής	[1223, 1279, 1534, 1300]
ad-brand: KALAFATIS	[452, 1377, 586, 1407]
article-title: ΠΛΗΡΩΣΗ ΚΕΝΩΝ ΙΑΤΡΙΚΩΝ ΘΕΣΕΩΝ ΜΕ ΘΗΤΕΙΑ ΣΤΟ ΓΕΝΙΚΟ ΚΕΝΤΡΙΚΟ ΝΟΣΟΚΟΜΕΙΟ ΘΕΣΣΑΛΟΝΙΚΗΣ	[625, 447, 961, 474]
ad-brand: «POLARIS»	[1065, 1389, 1148, 1407]
ad-body: ανακοινώνει ότι το συνεργείο και τα γραφεία θα παραμείνουν κλειστά από Δευτέρα 30 Ιουλίου έως και Τετάρτη 8 Αυγούστου για τις θερινές διακοπές του προσωπικού.	[431, 1299, 605, 1351]
ad-title: ΑΔΕΛΦΟΙ ΣΑΡΑΚΑΚΗ ΑΕΒΕ	[133, 812, 380, 868]
paragraph: Ο Φίλιππος απάντησε ότι διακόσια δηνάρια ψωμί δεν θα έφθαναν για να πάρει ο καθένας λίγο. Τότε ο Ανδρέας είπε: «Εδώ είναι ένα παιδί που έχει πέντε κρίθινα ψωμιά και δύο ψάρια, αλλά τι είναι αυτά για τόσους;».	[1210, 897, 1372, 980]
article-body	[1013, 948, 1200, 1070]
paragraph: Ο κ. Δημήτριος Κ. Ιωαννίδης και η δις Μαρία Σ. Παπαδοπούλου αντήλλαξαν δακτυλίους αρραβώνων.	[423, 900, 615, 931]
ad-line: Στην ΑΙΓΥΠΤΟ	[431, 1017, 514, 1031]
ad-opel	[423, 1232, 615, 1357]
phone-number: ΤΗΛ. 235.138 & 227.186	[1034, 1739, 1180, 1753]
ad-sunwaves	[625, 1257, 1003, 1409]
ad-body: ΕΠΙΣΗΣ ΕΚΔΡΟΜΕΣ ΣΤΗΝ ΡΟΥΜΑΝΙΑ	[1023, 1228, 1190, 1239]
ad-body: ΡΟΔΟΣ 1—8 Αυγ. ΚΩΣ 9—13 Αυγ. ΚΕΡΚΥΡΑ — ΠΑΞΟΙ 13—17 Αυγ.	[1033, 1368, 1180, 1389]
eurohellas-logo: EURO-HELLAS	[28, 1169, 205, 1201]
ad-body: Γενικοί αντιπρόσωποι εργοστασίων CATERPILLAR ζητεί διά το υποκατάστημα Θεσσαλονίκης	[441, 1141, 597, 1172]
ad-gyros-kritis	[1013, 1662, 1200, 1768]
ad-line: ▪ ΚΑΘΕ ΠΑΡΑΣΚΕΥΗ ΣΑΒΒΑΤΟ ΣΤΗ ΣΟΦΙΑ ΜΕ 2.800 ΔΡΧ.	[28, 1146, 288, 1157]
paragraph: Οι εισαγωγείς επισημαίνουν ότι η καθυστέρηση αυτή συνεπάγεται αυξήσεις τιμών λόγω των διεθνών ανατιμήσεων και της διακυμάνσεως των νομισμάτων, ενώ παράλληλα ευνοείται το λαθρεμπόριο.	[222, 547, 413, 618]
article-title: ΤΟ ΝΕΟ ΣΥΜΒΟΥΛΙΟ ΠΑΝΕΛΛΗΝΙΟΥ ΣΥΛΛΟΓΟΥ ΑΓΡΟΤΙΚΩΝ ΙΑΤΡΩΝ	[1033, 709, 1180, 745]
article-title: ΔΙΑΜΑΡΤΥΡΟΝΤΑΙ ΟΙ ΥΠΑΛΛΗΛΟΙ ΠΑΡΑΚΤΙΩΝ ΣΤΑΘΜΩΝ ΤΟΥ ΟΤΕ	[424, 19, 614, 42]
ad-brand: IASON	[537, 1065, 607, 1091]
paragraph: ΑΘΗΝΑ, 21.— Επενδύσεις συνολικού ύψους 156.000.000 δρχ. θα πληρωθεί 110.000.000 δρχ.) πραγματοποιεί φέτος το δημόσιο στον τομέα της αλιείας, σύμφωνα με το πρόγραμμα δημοσίων επενδύσεων για την ανάπτυξη και εκσυγχρονισμό της αλιείας.	[819, 225, 1003, 321]
article-title: ΠΕΝΤΕ ΨΩΜΙΑ ΓΙΑ ΠΕΝΤΕ ΧΙΛΙΑΔΕΣ	[1258, 728, 1498, 790]
paragraph: Ο Χριστός κοιτάζει τη μεγάλη τού λαού και λέγει στον Φίλιππο: «Από πού να αγοράσουμε ψωμιά για να φάνε αυτοί;». Το έλεγε για να τον δοκιμάσει, γιατί ήξερε τι επρόκειτο να κάνει.	[1210, 822, 1372, 894]
ad-subtitle: ΥΠΟΚΑΤΑΣΤΗΜΑ ΒΟΡ. ΕΛΛΑΔΟΣ	[111, 869, 322, 884]
article-body	[423, 900, 615, 931]
ad-title: Η ΕΝΩΣΙΣ	[744, 1042, 884, 1077]
article-title: ΕΡΓΑΤΙΚΕΣ ΚΑΤΟΙΚΙΕΣ ΘΑ ΑΝΕΓΕΡΘΟΥΝ ΣΤΟ ΑΜΥΝΤΑΙΟ	[436, 569, 602, 594]
paragraph: ΑΘΗΝΑ, 21.— Το διοικητικό συμβούλιο του πανελληνίου συλλόγου ραδιοτηλεγραφητών υπαλλήλων Ο.Τ.Ε. με ανακοίνωσή του αναφέρει ότι αποφάσισε την έναρξη έντονης συνδικαλιστικής κινητοποιήσεως, διαμαρτυρόμενο για την καθυστέρηση επιλύσεως χρονιζόντων προβλημάτων του κλάδου.	[423, 218, 615, 326]
paragraph: Με απόφαση του υπουργού εμπορικής ναυτιλίας καθορίζεται ότι οι ναυτικοί αυτοί πρέπει να γνωρίζουν τη χρήση των πυροσβεστικών μέσων και τις διαδικασίες διασώσεως επιβατών.	[1384, 534, 1546, 617]
ad-headline: Ζητείται	[766, 914, 862, 939]
paragraph: Πόσες φορές κι εμείς λέμε: «Τι είναι τα λίγα μου για τόσες ανάγκες;». Κι όμως ο Χριστός περιμένει να του φέρουμε τα πέντε ψωμιά μας. Δεν ζητάει περισσότερα από όσα έχουμε.	[1384, 1096, 1546, 1167]
ad-headline: ΠΩΛΟΥΝΤΑΙ ΔΙΑΡΟΦΕΣ ΚΑΤΟΙΚΙΕΣ	[1027, 1474, 1186, 1507]
article-body	[20, 129, 413, 435]
paragraph: Οι Έλληνες παραγωγοί θα έχουν επίσης τη δυνατότητα να συμμετέχουν σε κοινοτικά προγράμματα επιδότησης, ενώ ταινίες με συμμετοχή ξένων θα επιδοτούνται όπως και οι αμιγώς ελληνικές.	[1210, 234, 1372, 317]
paragraph: Ο μέσος όρος τών προβλέψεων ανέρχεται σε αύξηση μόλις 10% έναντι τού ίδιου τριμήνου τού περασμένου έτους, πράγμα πού σημαίνει ότι σε πραγματικές τιμές μετά την αναπροσαρμογή τών τιμών η εξέλιξη παρουσιάζεται στάσιμη.	[222, 339, 413, 423]
paragraph: Συγκεκριμένα, μετά την ένταξη, η ελληνική κινηματογραφική παραγωγή θα αντιμετωπίσει τον ανταγωνισμό των ταινιών των χωρών της ΕΟΚ, καθώς και των συμπαραγωγών.	[1384, 124, 1546, 195]
ad-body: (Εντός οικισμού ή δίπλα στην πόλη)	[1028, 1463, 1185, 1474]
paragraph: Ο Φίλιππος απάντησε ότι διακόσια δηνάρια ψωμί δεν θα έφθαναν για να πάρει ο καθένας λίγο. Τότε ο Ανδρέας είπε: «Εδώ είναι ένα παιδί που έχει πέντε κρίθινα ψωμιά και δύο ψάρια, αλλά τι είναι αυτά για τόσους;».	[1384, 1010, 1546, 1093]
ad-brand: ΖΟΥΡΟΣ ΤΡΑΒΕΛ	[1049, 1713, 1165, 1730]
paragraph: Παρακαλούνται οι ενδιαφερόμενοι να στείλουν βιογραφικό σημείωμα στην ΤΘ 345, 34345 ΘΕΣΣΑΛΟΝΙΚΗ (Υπ' όψιν του κ. Διευθυντού).	[633, 1002, 996, 1023]
ad-address: Γραφείο Γενικού Τουρισμού Βασ. Κων/νου 18 - Τηλ: 276127 - 222342 - Θεσ/νίκη	[28, 1247, 365, 1258]
paragraph: Πόσες φορές κι εμείς λέμε: «Τι είναι τα λίγα μου για τόσες ανάγκες;». Κι όμως ο Χριστός περιμένει να του φέρουμε τα πέντε ψωμιά μας. Δεν ζητάει περισσότερα από όσα έχουμε.	[1210, 822, 1546, 1203]
author-name: ΣΠΥΡΟΥ ΖΩΔΙΑΤΗ	[1320, 804, 1436, 818]
ad-programmatistis	[625, 793, 1003, 870]
paragraph: Οι αιτήσεις πρέπει να είναι κάτω των 28 ετών, απόφοιτοι Λυκείου, απαλλαγμένοι στρατιωτικών υποχρεώσεων.	[633, 736, 996, 756]
paragraph: Αναλυτικότερα με βάση τις απαντήσεις τών εξαγωγέων επιχειρήσεων οι προβλέψεις εξελίξεων είναι οι εξής: για τα είδη ένδυσης η αύξηση θα είναι μικρή, για τα τρόφιμα μέτρια και για τα βιομηχανικά είδη εμφανίζεται στασιμότητα.	[20, 129, 413, 435]
ad-izos-tours	[20, 1210, 413, 1342]
ad-line: ΕΒΔΟΜΑΔΙΑΙΕΣ ΕΚΔΡΟΜΕΣ ΣΤΟ ΒΟΥΚΟΥΡΕΣΤΙ	[99, 1498, 333, 1510]
ad-line: ▪ ΒΑΡΚΕΛΩΝΗ - ΑΝΔΟΡΡΑ - ΜΑΓΙΟΡΚΑ ΑΠΌ 11/8-15/8 ΔΡΧ. 23.000	[28, 1272, 347, 1282]
ship-name: Ε/Γ Ο/Γ ΑΓΓΕΛΙΚΑ	[431, 1549, 533, 1563]
ad-footer: ΓΡΑΜΜΑΤΕΙΣ - ΛΟΓΙΣΤΕΣ - ΞΕΝ. ΓΛΩΣΣΕΣ TELEX - ΓΡΑΦΟΜΗΧΑΝΗ - ΣΤΕΝΟΓΡΑΦΙΑ	[1234, 1503, 1523, 1529]
ad-subtitle: Η ΑΝΤΙΠΡΟΣΩΠΕΙΑ ΑΥΤΟΚΙΝΗΤΩΝ	[468, 1238, 570, 1261]
paragraph: Ο μέσος όρος τών προβλέψεων ανέρχεται σε αύξηση μόλις 10% έναντι τού ίδιου τριμήνου τού περασμένου έτους, πράγμα πού σημαίνει ότι σε πραγματικές τιμές μετά την αναπροσαρμογή τών τιμών η εξέλιξη παρουσιάζεται στάσιμη.	[20, 227, 211, 310]
article-title: ΠΡΟΣΛΗΨΗ ΣΥΝΟΙΚΙΣΜΟΥ ΣΕ ΚΟΙΝΟΤΗΤΑ	[437, 452, 601, 477]
ad-headline: ΔΙΟΙΚΗΤΙΚΟΝ ΔΙΕΥΘΥΝΤΗΝ	[699, 1124, 929, 1145]
ad-body	[633, 965, 996, 1023]
paragraph: Τέλος θα συνεχιστούν τα έργα εκσυγχρονισμού του ιχθυοτροφείου του Μεσολογγίου και θα διατεθούν 43.800.000 δρχ. για τις περιοχές Αγγελοκάστρου Λαρίσης.	[819, 374, 1003, 434]
ad-line: ▪ ΜΕΓΑΛΟΣ ΓΥΡΟΣ ΡΟΥΜΑΝΙΑΣ 13.300 ΔΡΧ.	[28, 1137, 229, 1148]
paragraph: Επίσης, επισημαίνουν ότι το περασμένο έτος η εισαγωγή δεκτών ανήλθε σε 3.358.400 δολλάρια από χώρες της ΕΟΚ και σε 792.009 δολλάρια από χώρες εκτός ΕΟΚ.	[222, 621, 413, 681]
